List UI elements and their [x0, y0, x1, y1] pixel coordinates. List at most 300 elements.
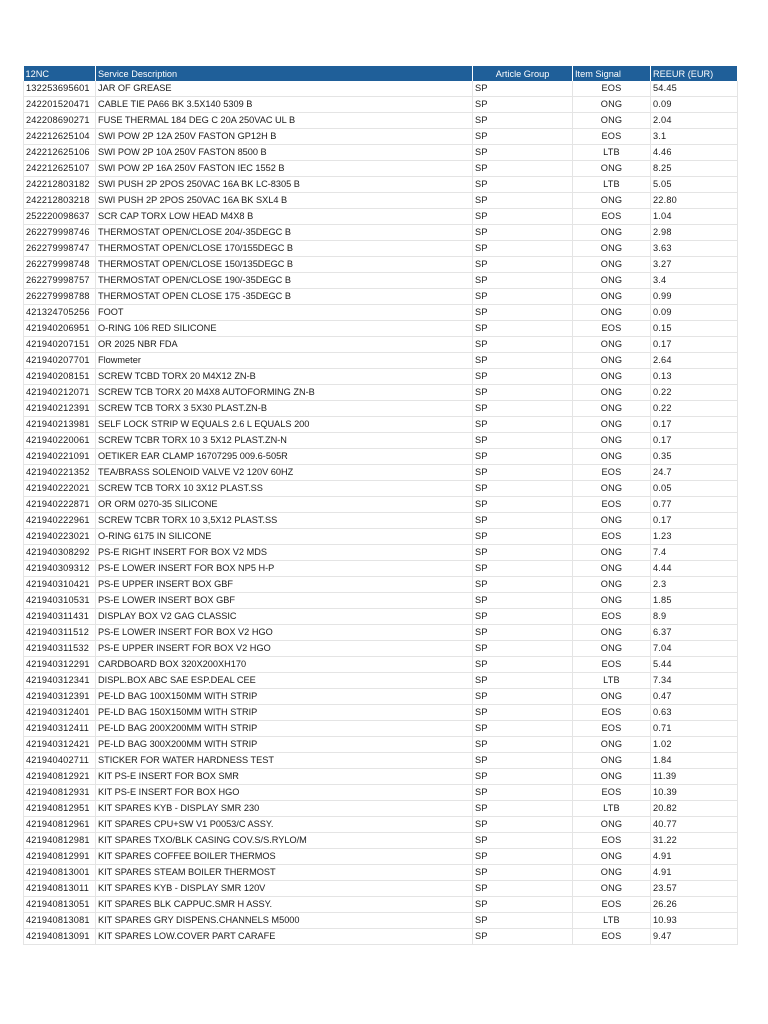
- cell-12nc: 421940206951: [24, 321, 96, 337]
- table-row: [24, 369, 738, 385]
- cell-item-signal: EOS: [573, 785, 651, 801]
- cell-service-description: CARDBOARD BOX 320X200XH170: [96, 657, 473, 673]
- cell-item-signal: ONG: [573, 337, 651, 353]
- cell-12nc: 421940813051: [24, 897, 96, 913]
- table-row: [24, 257, 738, 273]
- cell-service-description: OR 2025 NBR FDA: [96, 337, 473, 353]
- cell-service-description: KIT PS-E INSERT FOR BOX SMR: [96, 769, 473, 785]
- table-row: [24, 721, 738, 737]
- cell-service-description: SCREW TCB TORX 10 3X12 PLAST.SS: [96, 481, 473, 497]
- cell-service-description: THERMOSTAT OPEN/CLOSE 170/155DEGC B: [96, 241, 473, 257]
- cell-item-signal: EOS: [573, 129, 651, 145]
- table-row: [24, 529, 738, 545]
- table-row: [24, 913, 738, 929]
- cell-12nc: 421940213981: [24, 417, 96, 433]
- cell-article-group: SP: [473, 625, 573, 641]
- table-row: [24, 465, 738, 481]
- cell-price: 0.47: [651, 689, 738, 705]
- cell-service-description: SWI POW 2P 16A 250V FASTON IEC 1552 B: [96, 161, 473, 177]
- cell-article-group: SP: [473, 833, 573, 849]
- cell-article-group: SP: [473, 913, 573, 929]
- cell-service-description: KIT SPARES COFFEE BOILER THERMOS: [96, 849, 473, 865]
- table-row: [24, 337, 738, 353]
- cell-item-signal: ONG: [573, 865, 651, 881]
- cell-article-group: SP: [473, 417, 573, 433]
- cell-service-description: SCREW TCBR TORX 10 3,5X12 PLAST.SS: [96, 513, 473, 529]
- cell-12nc: 421940220061: [24, 433, 96, 449]
- cell-12nc: 242212803182: [24, 177, 96, 193]
- cell-item-signal: ONG: [573, 625, 651, 641]
- cell-price: 11.39: [651, 769, 738, 785]
- cell-price: 2.04: [651, 113, 738, 129]
- cell-12nc: 421940402711: [24, 753, 96, 769]
- cell-item-signal: ONG: [573, 257, 651, 273]
- cell-article-group: SP: [473, 817, 573, 833]
- cell-service-description: KIT SPARES LOW.COVER PART CARAFE: [96, 929, 473, 945]
- table-row: [24, 865, 738, 881]
- cell-service-description: SWI PUSH 2P 2POS 250VAC 16A BK SXL4 B: [96, 193, 473, 209]
- cell-item-signal: ONG: [573, 193, 651, 209]
- cell-service-description: STICKER FOR WATER HARDNESS TEST: [96, 753, 473, 769]
- cell-price: 10.93: [651, 913, 738, 929]
- cell-article-group: SP: [473, 497, 573, 513]
- cell-price: 1.85: [651, 593, 738, 609]
- cell-article-group: SP: [473, 481, 573, 497]
- cell-price: 0.17: [651, 417, 738, 433]
- cell-12nc: 421940812981: [24, 833, 96, 849]
- cell-item-signal: ONG: [573, 737, 651, 753]
- cell-12nc: 421940311512: [24, 625, 96, 641]
- cell-price: 0.09: [651, 305, 738, 321]
- cell-service-description: SCREW TCB TORX 20 M4X8 AUTOFORMING ZN-B: [96, 385, 473, 401]
- cell-article-group: SP: [473, 369, 573, 385]
- cell-article-group: SP: [473, 577, 573, 593]
- cell-item-signal: EOS: [573, 465, 651, 481]
- cell-service-description: TEA/BRASS SOLENOID VALVE V2 120V 60HZ: [96, 465, 473, 481]
- cell-service-description: JAR OF GREASE: [96, 81, 473, 97]
- cell-12nc: 242212625104: [24, 129, 96, 145]
- cell-12nc: 421940312401: [24, 705, 96, 721]
- cell-article-group: SP: [473, 337, 573, 353]
- cell-12nc: 421940813001: [24, 865, 96, 881]
- cell-12nc: 421940308292: [24, 545, 96, 561]
- cell-price: 0.15: [651, 321, 738, 337]
- table-row: [24, 545, 738, 561]
- cell-article-group: SP: [473, 929, 573, 945]
- cell-service-description: SCR CAP TORX LOW HEAD M4X8 B: [96, 209, 473, 225]
- cell-item-signal: EOS: [573, 897, 651, 913]
- table-row: [24, 561, 738, 577]
- table-row: [24, 321, 738, 337]
- cell-service-description: SWI POW 2P 10A 250V FASTON 8500 B: [96, 145, 473, 161]
- cell-article-group: SP: [473, 465, 573, 481]
- cell-item-signal: LTB: [573, 177, 651, 193]
- cell-service-description: FOOT: [96, 305, 473, 321]
- cell-service-description: OETIKER EAR CLAMP 16707295 009.6-505R: [96, 449, 473, 465]
- table-row: [24, 225, 738, 241]
- table-row: [24, 81, 738, 97]
- cell-service-description: PS-E RIGHT INSERT FOR BOX V2 MDS: [96, 545, 473, 561]
- cell-service-description: THERMOSTAT OPEN CLOSE 175 -35DEGC B: [96, 289, 473, 305]
- cell-article-group: SP: [473, 321, 573, 337]
- cell-service-description: PE-LD BAG 300X200MM WITH STRIP: [96, 737, 473, 753]
- cell-price: 2.64: [651, 353, 738, 369]
- table-row: [24, 929, 738, 945]
- table-row: [24, 193, 738, 209]
- table-row: [24, 625, 738, 641]
- cell-article-group: SP: [473, 673, 573, 689]
- cell-item-signal: ONG: [573, 593, 651, 609]
- table-row: [24, 273, 738, 289]
- cell-article-group: SP: [473, 561, 573, 577]
- cell-item-signal: EOS: [573, 529, 651, 545]
- cell-article-group: SP: [473, 721, 573, 737]
- cell-service-description: SWI PUSH 2P 2POS 250VAC 16A BK LC-8305 B: [96, 177, 473, 193]
- table-row: [24, 769, 738, 785]
- cell-article-group: SP: [473, 129, 573, 145]
- table-row: [24, 289, 738, 305]
- cell-article-group: SP: [473, 273, 573, 289]
- cell-service-description: KIT SPARES TXO/BLK CASING COV.S/S.RYLO/M: [96, 833, 473, 849]
- table-row: [24, 577, 738, 593]
- cell-item-signal: LTB: [573, 145, 651, 161]
- cell-12nc: 242201520471: [24, 97, 96, 113]
- cell-price: 20.82: [651, 801, 738, 817]
- cell-12nc: 262279998788: [24, 289, 96, 305]
- cell-service-description: KIT SPARES GRY DISPENS.CHANNELS M5000: [96, 913, 473, 929]
- cell-item-signal: ONG: [573, 689, 651, 705]
- cell-item-signal: ONG: [573, 753, 651, 769]
- column-header-price: REEUR (EUR): [651, 66, 738, 81]
- cell-12nc: 262279998757: [24, 273, 96, 289]
- table-row: [24, 785, 738, 801]
- cell-item-signal: ONG: [573, 273, 651, 289]
- table-row: [24, 401, 738, 417]
- table-row: [24, 241, 738, 257]
- cell-article-group: SP: [473, 305, 573, 321]
- cell-price: 26.26: [651, 897, 738, 913]
- cell-article-group: SP: [473, 97, 573, 113]
- cell-service-description: OR ORM 0270-35 SILICONE: [96, 497, 473, 513]
- column-header-service-description: Service Description: [96, 66, 473, 81]
- cell-item-signal: ONG: [573, 417, 651, 433]
- column-header-article-group: Article Group: [473, 66, 573, 81]
- cell-article-group: SP: [473, 865, 573, 881]
- cell-item-signal: ONG: [573, 289, 651, 305]
- cell-12nc: 421324705256: [24, 305, 96, 321]
- cell-price: 1.04: [651, 209, 738, 225]
- table-row: [24, 433, 738, 449]
- table-row: [24, 801, 738, 817]
- cell-price: 3.27: [651, 257, 738, 273]
- cell-price: 7.04: [651, 641, 738, 657]
- cell-12nc: 242212625106: [24, 145, 96, 161]
- cell-12nc: 421940312391: [24, 689, 96, 705]
- column-header-12nc: 12NC: [24, 66, 96, 81]
- cell-price: 0.99: [651, 289, 738, 305]
- table-row: [24, 817, 738, 833]
- cell-12nc: 421940222961: [24, 513, 96, 529]
- cell-service-description: KIT SPARES STEAM BOILER THERMOST: [96, 865, 473, 881]
- cell-price: 3.1: [651, 129, 738, 145]
- cell-item-signal: ONG: [573, 881, 651, 897]
- cell-12nc: 421940312291: [24, 657, 96, 673]
- cell-article-group: SP: [473, 385, 573, 401]
- table-row: [24, 897, 738, 913]
- cell-article-group: SP: [473, 897, 573, 913]
- cell-service-description: KIT PS-E INSERT FOR BOX HGO: [96, 785, 473, 801]
- cell-12nc: 421940312421: [24, 737, 96, 753]
- cell-item-signal: EOS: [573, 497, 651, 513]
- cell-item-signal: EOS: [573, 321, 651, 337]
- cell-12nc: 421940222871: [24, 497, 96, 513]
- table-header-row: [24, 66, 738, 81]
- cell-price: 0.22: [651, 401, 738, 417]
- cell-article-group: SP: [473, 209, 573, 225]
- table-row: [24, 353, 738, 369]
- cell-item-signal: ONG: [573, 513, 651, 529]
- cell-service-description: SWI POW 2P 12A 250V FASTON GP12H B: [96, 129, 473, 145]
- cell-item-signal: LTB: [573, 913, 651, 929]
- cell-article-group: SP: [473, 609, 573, 625]
- cell-12nc: 421940222021: [24, 481, 96, 497]
- cell-article-group: SP: [473, 801, 573, 817]
- cell-12nc: 421940312411: [24, 721, 96, 737]
- cell-12nc: 421940812951: [24, 801, 96, 817]
- cell-12nc: 262279998747: [24, 241, 96, 257]
- cell-price: 1.02: [651, 737, 738, 753]
- cell-service-description: PS-E LOWER INSERT BOX GBF: [96, 593, 473, 609]
- table-row: [24, 385, 738, 401]
- cell-service-description: KIT SPARES CPU+SW V1 P0053/C ASSY.: [96, 817, 473, 833]
- cell-price: 0.17: [651, 433, 738, 449]
- cell-12nc: 421940207701: [24, 353, 96, 369]
- cell-service-description: CABLE TIE PA66 BK 3.5X140 5309 B: [96, 97, 473, 113]
- cell-service-description: KIT SPARES BLK CAPPUC.SMR H ASSY.: [96, 897, 473, 913]
- cell-article-group: SP: [473, 753, 573, 769]
- cell-12nc: 421940212391: [24, 401, 96, 417]
- cell-12nc: 421940312341: [24, 673, 96, 689]
- cell-article-group: SP: [473, 113, 573, 129]
- cell-12nc: 242212803218: [24, 193, 96, 209]
- cell-article-group: SP: [473, 641, 573, 657]
- cell-price: 54.45: [651, 81, 738, 97]
- cell-12nc: 421940813011: [24, 881, 96, 897]
- cell-item-signal: ONG: [573, 305, 651, 321]
- cell-price: 0.17: [651, 337, 738, 353]
- cell-12nc: 421940311532: [24, 641, 96, 657]
- cell-service-description: Flowmeter: [96, 353, 473, 369]
- cell-price: 4.46: [651, 145, 738, 161]
- cell-price: 0.05: [651, 481, 738, 497]
- column-header-item-signal: Item Signal: [573, 66, 651, 81]
- cell-12nc: 421940812921: [24, 769, 96, 785]
- cell-price: 10.39: [651, 785, 738, 801]
- cell-service-description: SCREW TCB TORX 3 5X30 PLAST.ZN-B: [96, 401, 473, 417]
- cell-service-description: THERMOSTAT OPEN/CLOSE 150/135DEGC B: [96, 257, 473, 273]
- cell-12nc: 421940311431: [24, 609, 96, 625]
- cell-service-description: KIT SPARES KYB - DISPLAY SMR 230: [96, 801, 473, 817]
- cell-service-description: O-RING 106 RED SILICONE: [96, 321, 473, 337]
- cell-item-signal: EOS: [573, 81, 651, 97]
- cell-price: 0.22: [651, 385, 738, 401]
- table-row: [24, 753, 738, 769]
- cell-service-description: PS-E LOWER INSERT FOR BOX V2 HGO: [96, 625, 473, 641]
- cell-item-signal: ONG: [573, 545, 651, 561]
- cell-price: 40.77: [651, 817, 738, 833]
- table-row: [24, 705, 738, 721]
- cell-price: 7.34: [651, 673, 738, 689]
- cell-article-group: SP: [473, 657, 573, 673]
- table-row: [24, 481, 738, 497]
- table-row: [24, 177, 738, 193]
- table-row: [24, 417, 738, 433]
- cell-article-group: SP: [473, 529, 573, 545]
- cell-item-signal: EOS: [573, 929, 651, 945]
- cell-item-signal: EOS: [573, 833, 651, 849]
- cell-service-description: SCREW TCBR TORX 10 3 5X12 PLAST.ZN-N: [96, 433, 473, 449]
- cell-price: 0.09: [651, 97, 738, 113]
- cell-service-description: PS-E UPPER INSERT BOX GBF: [96, 577, 473, 593]
- cell-price: 6.37: [651, 625, 738, 641]
- cell-item-signal: ONG: [573, 161, 651, 177]
- table-row: [24, 145, 738, 161]
- cell-price: 24.7: [651, 465, 738, 481]
- cell-price: 0.71: [651, 721, 738, 737]
- cell-article-group: SP: [473, 257, 573, 273]
- cell-12nc: 421940812931: [24, 785, 96, 801]
- cell-service-description: KIT SPARES KYB - DISPLAY SMR 120V: [96, 881, 473, 897]
- cell-item-signal: ONG: [573, 561, 651, 577]
- cell-item-signal: ONG: [573, 225, 651, 241]
- cell-price: 0.77: [651, 497, 738, 513]
- cell-service-description: THERMOSTAT OPEN/CLOSE 204/-35DEGC B: [96, 225, 473, 241]
- cell-price: 7.4: [651, 545, 738, 561]
- cell-12nc: 421940309312: [24, 561, 96, 577]
- table-row: [24, 881, 738, 897]
- cell-article-group: SP: [473, 737, 573, 753]
- cell-service-description: PE-LD BAG 200X200MM WITH STRIP: [96, 721, 473, 737]
- cell-12nc: 421940208151: [24, 369, 96, 385]
- table-row: [24, 737, 738, 753]
- cell-article-group: SP: [473, 353, 573, 369]
- cell-item-signal: EOS: [573, 705, 651, 721]
- cell-price: 0.17: [651, 513, 738, 529]
- table-row: [24, 161, 738, 177]
- cell-service-description: PE-LD BAG 100X150MM WITH STRIP: [96, 689, 473, 705]
- cell-item-signal: EOS: [573, 657, 651, 673]
- cell-price: 22.80: [651, 193, 738, 209]
- spare-parts-table: [23, 66, 738, 945]
- cell-price: 3.63: [651, 241, 738, 257]
- cell-price: 0.35: [651, 449, 738, 465]
- cell-service-description: O-RING 6175 IN SILICONE: [96, 529, 473, 545]
- cell-article-group: SP: [473, 177, 573, 193]
- cell-price: 8.9: [651, 609, 738, 625]
- cell-12nc: 421940813091: [24, 929, 96, 945]
- table-row: [24, 833, 738, 849]
- cell-price: 5.44: [651, 657, 738, 673]
- cell-price: 2.3: [651, 577, 738, 593]
- cell-service-description: THERMOSTAT OPEN/CLOSE 190/-35DEGC B: [96, 273, 473, 289]
- cell-item-signal: ONG: [573, 849, 651, 865]
- cell-item-signal: LTB: [573, 801, 651, 817]
- cell-article-group: SP: [473, 513, 573, 529]
- table-row: [24, 513, 738, 529]
- cell-article-group: SP: [473, 689, 573, 705]
- table-row: [24, 673, 738, 689]
- cell-article-group: SP: [473, 241, 573, 257]
- cell-price: 0.63: [651, 705, 738, 721]
- cell-service-description: DISPLAY BOX V2 GAG CLASSIC: [96, 609, 473, 625]
- cell-item-signal: EOS: [573, 609, 651, 625]
- table-row: [24, 849, 738, 865]
- cell-article-group: SP: [473, 193, 573, 209]
- table-row: [24, 209, 738, 225]
- cell-article-group: SP: [473, 401, 573, 417]
- cell-article-group: SP: [473, 289, 573, 305]
- table-row: [24, 305, 738, 321]
- cell-price: 9.47: [651, 929, 738, 945]
- cell-12nc: 262279998748: [24, 257, 96, 273]
- cell-item-signal: EOS: [573, 209, 651, 225]
- cell-12nc: 421940221091: [24, 449, 96, 465]
- cell-price: 1.84: [651, 753, 738, 769]
- cell-item-signal: ONG: [573, 817, 651, 833]
- cell-article-group: SP: [473, 81, 573, 97]
- table-row: [24, 593, 738, 609]
- cell-12nc: 421940310421: [24, 577, 96, 593]
- cell-item-signal: LTB: [573, 673, 651, 689]
- cell-article-group: SP: [473, 449, 573, 465]
- cell-item-signal: ONG: [573, 641, 651, 657]
- cell-article-group: SP: [473, 545, 573, 561]
- cell-price: 0.13: [651, 369, 738, 385]
- cell-price: 5.05: [651, 177, 738, 193]
- cell-12nc: 242208690271: [24, 113, 96, 129]
- cell-12nc: 421940813081: [24, 913, 96, 929]
- cell-price: 4.44: [651, 561, 738, 577]
- cell-article-group: SP: [473, 769, 573, 785]
- cell-item-signal: ONG: [573, 401, 651, 417]
- cell-12nc: 421940812991: [24, 849, 96, 865]
- cell-service-description: PS-E LOWER INSERT FOR BOX NP5 H-P: [96, 561, 473, 577]
- cell-12nc: 421940812961: [24, 817, 96, 833]
- table-row: [24, 609, 738, 625]
- table-row: [24, 497, 738, 513]
- cell-article-group: SP: [473, 849, 573, 865]
- cell-article-group: SP: [473, 705, 573, 721]
- cell-item-signal: ONG: [573, 241, 651, 257]
- cell-item-signal: ONG: [573, 433, 651, 449]
- cell-item-signal: ONG: [573, 369, 651, 385]
- cell-article-group: SP: [473, 145, 573, 161]
- cell-12nc: 421940221352: [24, 465, 96, 481]
- cell-price: 31.22: [651, 833, 738, 849]
- cell-service-description: DISPL.BOX ABC SAE ESP.DEAL CEE: [96, 673, 473, 689]
- cell-service-description: SCREW TCBD TORX 20 M4X12 ZN-B: [96, 369, 473, 385]
- cell-12nc: 252220098637: [24, 209, 96, 225]
- cell-12nc: 421940223021: [24, 529, 96, 545]
- cell-12nc: 421940310531: [24, 593, 96, 609]
- cell-item-signal: ONG: [573, 385, 651, 401]
- table-row: [24, 689, 738, 705]
- cell-article-group: SP: [473, 161, 573, 177]
- cell-service-description: SELF LOCK STRIP W EQUALS 2.6 L EQUALS 200: [96, 417, 473, 433]
- cell-12nc: 421940212071: [24, 385, 96, 401]
- table-row: [24, 449, 738, 465]
- cell-service-description: PE-LD BAG 150X150MM WITH STRIP: [96, 705, 473, 721]
